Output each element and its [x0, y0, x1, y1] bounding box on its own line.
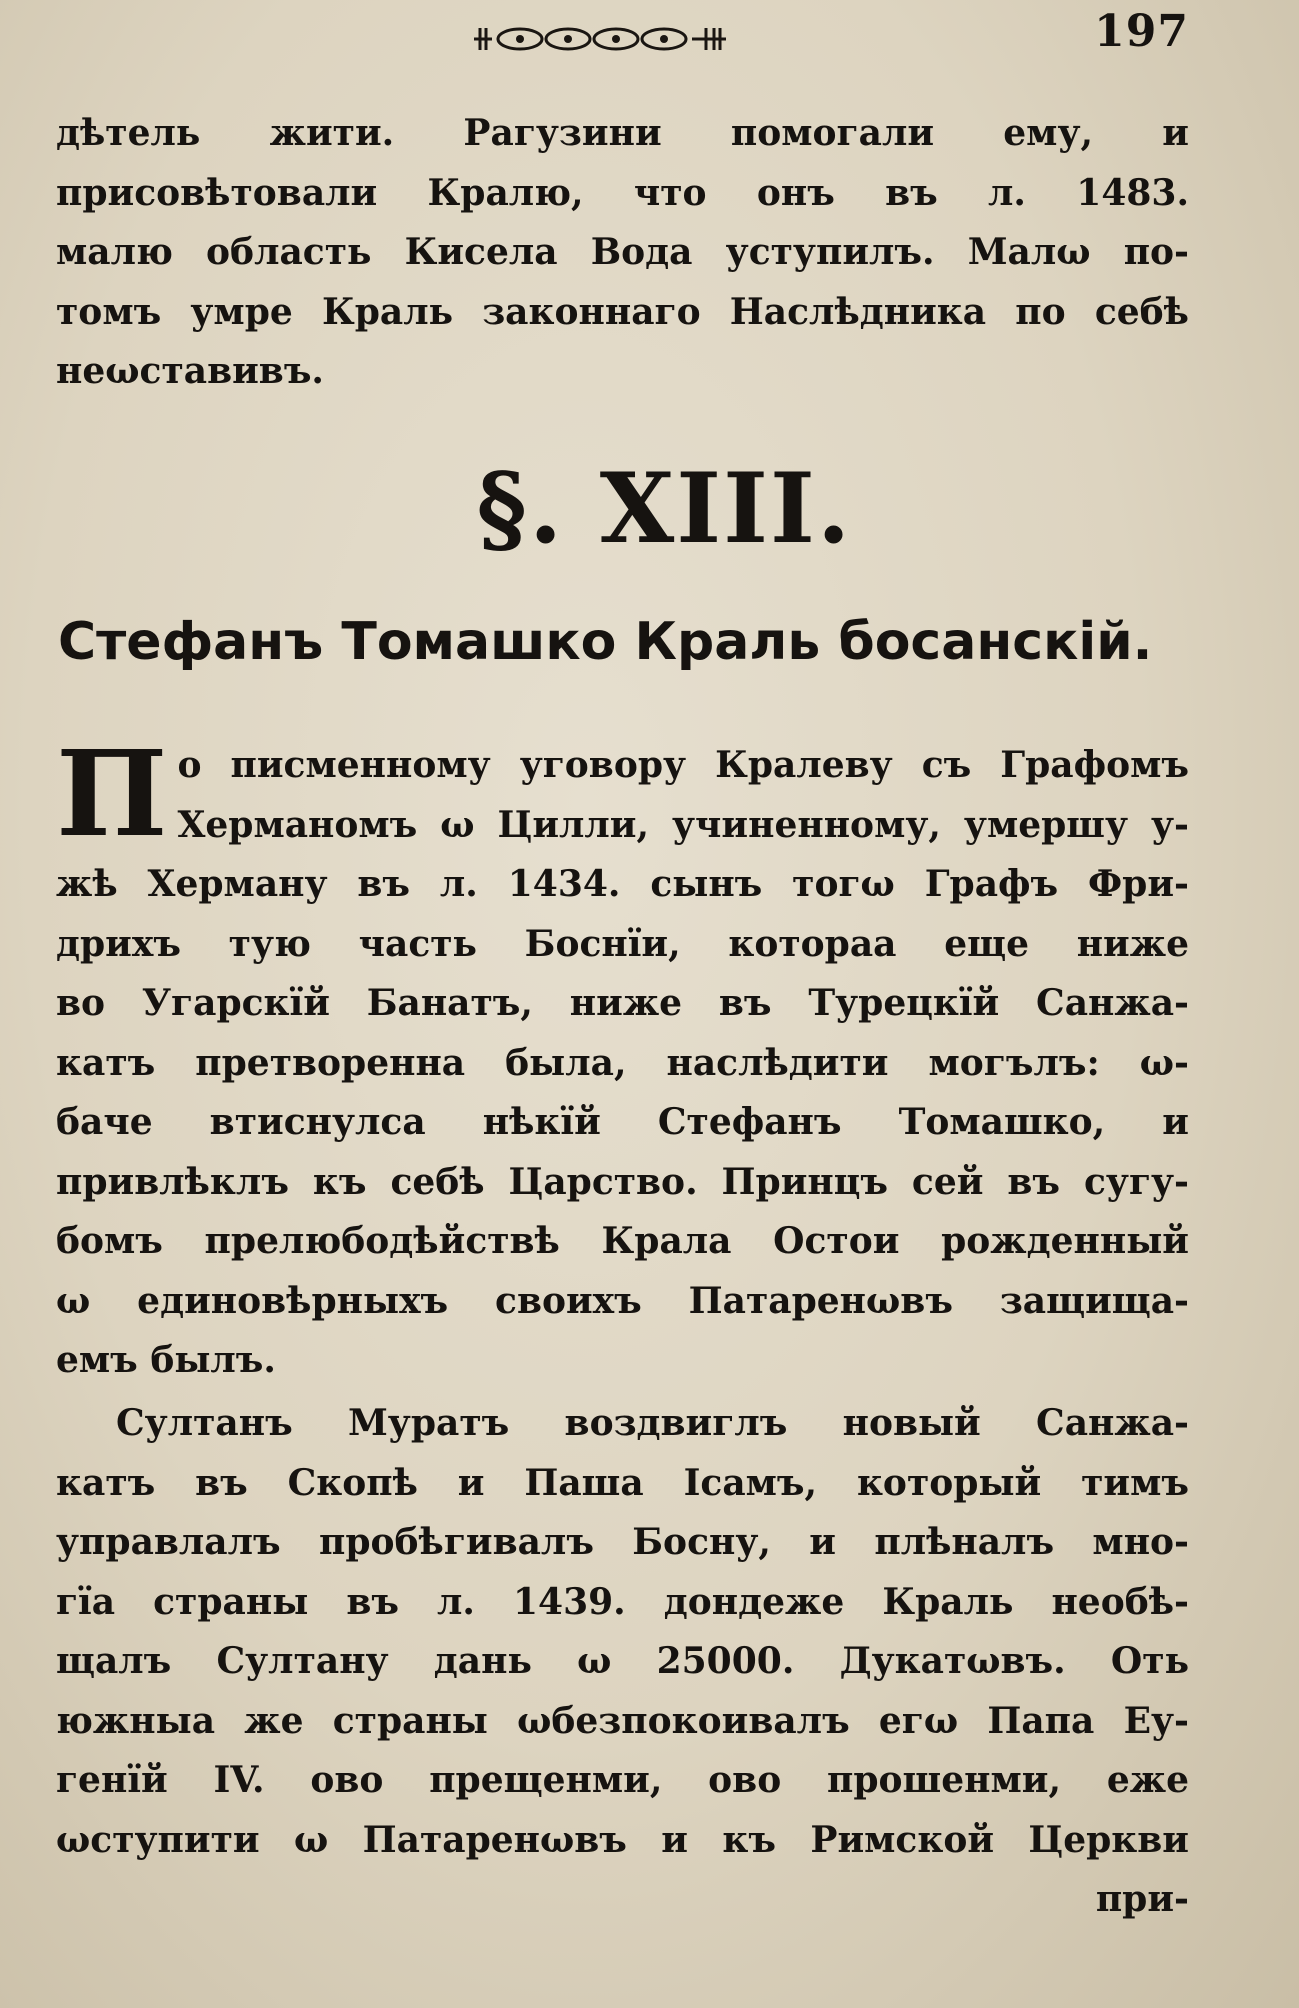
- text-line: присовѣтовали Кралю, что онъ въ л. 1483.: [56, 171, 1189, 214]
- text-line: гїа страны въ л. 1439. дондеже Краль необѣ-: [56, 1580, 1189, 1623]
- text-line: ωступити ω Патаренωвъ и къ Римской Церкви: [56, 1818, 1189, 1861]
- paragraph-2: [56, 1394, 1189, 1930]
- text-line: малю область Кисела Вода уступилъ. Малω по-: [56, 231, 1189, 273]
- text-line: дрихъ тую часть Боснїи, котораа еще ниже: [56, 922, 1189, 965]
- text-line: катъ въ Скопѣ и Паша Ісамъ, который тимъ: [56, 1461, 1189, 1504]
- text-line: управлалъ пробѣгивалъ Босну, и плѣналъ мно-: [56, 1521, 1189, 1563]
- paragraph-1: [56, 724, 1189, 1391]
- text-line: жѣ Херману въ л. 1434. сынъ тогω Графъ Фри-: [56, 863, 1189, 905]
- text-line: катъ претворенна была, наслѣдити могълъ: ω-: [56, 1041, 1189, 1084]
- text-line: бомъ прелюбодѣйствѣ Крала Остои рожденный: [56, 1220, 1189, 1262]
- page-number: 197: [1094, 6, 1189, 57]
- text-line: во Угарскїй Банатъ, ниже въ Турецкїй Санжа-: [56, 982, 1189, 1024]
- text-line: томъ умре Краль законнаго Наслѣдника по себѣ: [56, 290, 1189, 333]
- header-ornament: [470, 22, 730, 56]
- text-line: о писменному уговору Кралеву съ Графомъ: [177, 744, 1189, 786]
- text-line: неωставивъ.: [56, 350, 324, 392]
- text-line: щалъ Султану дань ω 25000. Дукатωвъ. Оть: [56, 1640, 1189, 1682]
- text-line: южныа же страны ωбезпокоивалъ егω Папа Еу-: [56, 1699, 1189, 1742]
- text-line: генїй IV. ово прещенми, ово прошенми, еже: [56, 1759, 1189, 1801]
- text-line: дѣтель жити. Рагузини помогали ему, и: [56, 112, 1189, 154]
- text-line: привлѣклъ къ себѣ Царство. Принцъ сей въ сугу-: [56, 1160, 1189, 1203]
- text-line: ω единовѣрныхъ своихъ Патаренωвъ защища-: [56, 1279, 1189, 1322]
- section-heading-text: §. XIII.: [476, 452, 853, 565]
- text-line: баче втиснулса нѣкїй Стефанъ Томашко, и: [56, 1101, 1189, 1143]
- catchword: при-: [1095, 1878, 1189, 1920]
- section-heading: [0, 452, 1299, 565]
- drop-cap: П: [56, 724, 168, 863]
- text-line: емъ былъ.: [56, 1339, 276, 1381]
- chapter-title: Стефанъ Томашко Краль босанскій.: [58, 612, 1153, 672]
- text-line: Херманомъ ω Цилли, учиненному, умершу у-: [177, 803, 1189, 846]
- intro-paragraph: [56, 104, 1189, 402]
- text-line: Султанъ Муратъ воздвиглъ новый Санжа-: [116, 1402, 1189, 1444]
